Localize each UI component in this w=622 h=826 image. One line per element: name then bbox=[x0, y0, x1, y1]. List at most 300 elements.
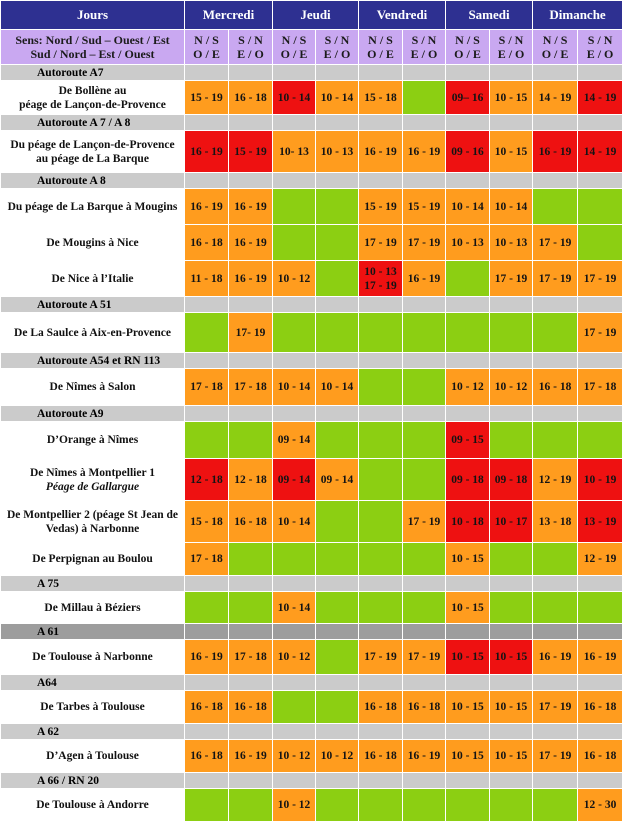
day-header-dimanche: Dimanche bbox=[533, 1, 622, 30]
time-slot-cell: 16 - 18 bbox=[578, 740, 622, 773]
time-slot-cell: 09– 16 bbox=[446, 81, 490, 115]
time-slot-cell: 16 - 19 bbox=[533, 640, 578, 675]
section-title: Autoroute A9 bbox=[1, 406, 185, 422]
table-row bbox=[1, 501, 622, 543]
direction-a: N / S O / E bbox=[533, 30, 578, 65]
route-name bbox=[1, 459, 185, 501]
time-slot-cell bbox=[533, 789, 578, 822]
section-spacer-cell bbox=[490, 724, 533, 740]
section-header-row bbox=[1, 115, 622, 131]
time-slot-cell bbox=[490, 422, 533, 459]
time-slot-cell: 09 - 18 bbox=[490, 459, 533, 501]
route-name-line: au péage de La Barque bbox=[36, 152, 149, 165]
time-slot-cell: 17 - 19 bbox=[578, 261, 622, 297]
direction-b: S / N E / O bbox=[490, 30, 533, 65]
section-spacer-cell bbox=[229, 624, 273, 640]
section-spacer-cell bbox=[359, 624, 403, 640]
time-slot-cell: 10 - 13 bbox=[490, 225, 533, 261]
time-slot-cell: 16 - 18 bbox=[359, 691, 403, 724]
time-slot-cell: 16 - 18 bbox=[185, 691, 229, 724]
direction-b: S / N E / O bbox=[578, 30, 622, 65]
section-spacer-cell bbox=[316, 115, 359, 131]
section-spacer-cell bbox=[316, 173, 359, 189]
section-spacer-cell bbox=[490, 406, 533, 422]
section-spacer-cell bbox=[533, 724, 578, 740]
table-row bbox=[1, 459, 622, 501]
time-slot-cell bbox=[316, 225, 359, 261]
time-slot-cell bbox=[403, 543, 446, 576]
time-slot-cell bbox=[229, 422, 273, 459]
direction-a: N / S O / E bbox=[359, 30, 403, 65]
section-header-row bbox=[1, 773, 622, 789]
time-slot-cell: 10 - 15 bbox=[446, 691, 490, 724]
section-spacer-cell bbox=[229, 675, 273, 691]
time-slot-cell: 17 - 19 bbox=[359, 640, 403, 675]
table-row bbox=[1, 261, 622, 297]
section-spacer-cell bbox=[490, 297, 533, 313]
table-row bbox=[1, 131, 622, 173]
section-spacer-cell bbox=[533, 173, 578, 189]
route-name-line: De Toulouse à Andorre bbox=[36, 799, 149, 811]
day-header-samedi: Samedi bbox=[446, 1, 533, 30]
time-slot-cell: 10 - 12 bbox=[273, 261, 316, 297]
route-name-line: De Montpellier 2 (péage St Jean de bbox=[7, 508, 178, 521]
route-name-line: Du péage de La Barque à Mougins bbox=[7, 200, 178, 213]
section-spacer-cell bbox=[446, 353, 490, 369]
route-name-line: De Toulouse à Narbonne bbox=[32, 651, 153, 663]
time-slot-cell: 12 - 30 bbox=[578, 789, 622, 822]
section-spacer-cell bbox=[446, 406, 490, 422]
time-slot-cell bbox=[229, 543, 273, 576]
section-spacer-cell bbox=[359, 675, 403, 691]
time-slot-cell: 10 - 14 bbox=[273, 369, 316, 406]
time-slot-cell: 09 - 18 bbox=[446, 459, 490, 501]
section-spacer-cell bbox=[229, 115, 273, 131]
days-header-row bbox=[1, 1, 622, 30]
time-slot-cell: 10 - 18 bbox=[446, 501, 490, 543]
route-name bbox=[1, 225, 185, 261]
time-slot-cell bbox=[446, 261, 490, 297]
section-spacer-cell bbox=[490, 353, 533, 369]
time-slot-cell: 17 - 19 bbox=[533, 225, 578, 261]
day-header-mercredi: Mercredi bbox=[185, 1, 273, 30]
time-slot-cell bbox=[316, 640, 359, 675]
section-spacer-cell bbox=[403, 115, 446, 131]
time-slot-cell bbox=[403, 789, 446, 822]
section-spacer-cell bbox=[403, 773, 446, 789]
time-slot-cell: 17 - 19 bbox=[533, 691, 578, 724]
section-spacer-cell bbox=[185, 724, 229, 740]
route-name-line: Vedas) à Narbonne bbox=[45, 522, 140, 535]
route-name-line: Péage de Gallargue bbox=[45, 480, 140, 493]
time-slot-cell bbox=[316, 422, 359, 459]
route-name-line: De Millau à Béziers bbox=[44, 601, 141, 614]
section-spacer-cell bbox=[316, 624, 359, 640]
section-title: Autoroute A54 et RN 113 bbox=[1, 353, 185, 369]
section-spacer-cell bbox=[185, 675, 229, 691]
time-slot-cell bbox=[229, 592, 273, 624]
route-name-line: De Mougins à Nice bbox=[46, 236, 139, 249]
time-slot-cell: 17 - 18 bbox=[185, 543, 229, 576]
section-spacer-cell bbox=[359, 65, 403, 81]
time-slot-cell: 17 - 18 bbox=[229, 640, 273, 675]
section-spacer-cell bbox=[533, 773, 578, 789]
time-slot-cell: 14 - 19 bbox=[578, 131, 622, 173]
time-slot-cell: 10 - 19 bbox=[578, 459, 622, 501]
section-spacer-cell bbox=[446, 173, 490, 189]
section-title: Autoroute A 8 bbox=[1, 173, 185, 189]
time-slot-cell: 16 - 19 bbox=[403, 131, 446, 173]
section-title: A 61 bbox=[1, 624, 185, 640]
time-slot-cell: 16 - 19 bbox=[403, 261, 446, 297]
section-spacer-cell bbox=[273, 65, 316, 81]
time-slot-cell: 10 - 14 bbox=[446, 189, 490, 225]
table-row bbox=[1, 369, 622, 406]
time-slot-cell: 15 - 19 bbox=[359, 189, 403, 225]
route-name-line: De Bollène au bbox=[58, 84, 127, 97]
route-name bbox=[1, 261, 185, 297]
time-slot-cell: 14 - 19 bbox=[578, 81, 622, 115]
time-slot-cell: 16 - 18 bbox=[403, 691, 446, 724]
time-slot-cell: 10 - 14 bbox=[273, 501, 316, 543]
time-slot-cell: 16 - 18 bbox=[578, 691, 622, 724]
route-name-line: D’Agen à Toulouse bbox=[46, 750, 139, 762]
time-slot-cell bbox=[403, 81, 446, 115]
section-title: Autoroute A 7 / A 8 bbox=[1, 115, 185, 131]
time-slot-cell: 16 - 18 bbox=[185, 740, 229, 773]
section-spacer-cell bbox=[316, 576, 359, 592]
time-slot-cell: 15 - 19 bbox=[229, 131, 273, 173]
time-slot-cell: 14 - 19 bbox=[533, 81, 578, 115]
time-slot-cell: 17 - 19 bbox=[403, 225, 446, 261]
route-name-line: Du péage de Lançon-de-Provence bbox=[10, 138, 175, 151]
time-slot-cell: 10 - 14 bbox=[273, 592, 316, 624]
section-spacer-cell bbox=[578, 173, 622, 189]
section-spacer-cell bbox=[273, 724, 316, 740]
time-slot-cell: 12 - 19 bbox=[578, 543, 622, 576]
time-slot-cell bbox=[533, 189, 578, 225]
time-slot-cell bbox=[490, 789, 533, 822]
section-spacer-cell bbox=[229, 576, 273, 592]
time-slot-cell: 16 - 18 bbox=[229, 81, 273, 115]
time-slot-cell bbox=[359, 369, 403, 406]
day-header-vendredi: Vendredi bbox=[359, 1, 446, 30]
section-spacer-cell bbox=[359, 173, 403, 189]
time-slot-cell: 10 - 13 bbox=[446, 225, 490, 261]
section-spacer-cell bbox=[316, 724, 359, 740]
time-slot-cell: 17 - 19 bbox=[578, 313, 622, 353]
section-spacer-cell bbox=[229, 297, 273, 313]
time-slot-cell: 10 - 14 bbox=[316, 369, 359, 406]
route-name-line: péage de Lançon-de-Provence bbox=[19, 98, 166, 111]
route-name bbox=[1, 543, 185, 576]
section-spacer-cell bbox=[229, 406, 273, 422]
section-spacer-cell bbox=[359, 406, 403, 422]
section-spacer-cell bbox=[533, 65, 578, 81]
time-slot-cell: 16 - 18 bbox=[533, 369, 578, 406]
time-slot-cell: 10 - 12 bbox=[316, 740, 359, 773]
section-spacer-cell bbox=[185, 173, 229, 189]
time-slot-cell bbox=[316, 543, 359, 576]
time-slot-cell: 15 - 19 bbox=[185, 81, 229, 115]
time-slot-cell: 10 - 15 bbox=[446, 592, 490, 624]
section-spacer-cell bbox=[446, 773, 490, 789]
route-name bbox=[1, 189, 185, 225]
section-spacer-cell bbox=[578, 297, 622, 313]
direction-a: N / S O / E bbox=[446, 30, 490, 65]
section-spacer-cell bbox=[446, 115, 490, 131]
day-header-jeudi: Jeudi bbox=[273, 1, 359, 30]
section-header-row bbox=[1, 675, 622, 691]
time-slot-cell bbox=[185, 422, 229, 459]
section-header-row bbox=[1, 353, 622, 369]
section-spacer-cell bbox=[185, 297, 229, 313]
route-name bbox=[1, 369, 185, 406]
route-name bbox=[1, 422, 185, 459]
section-title: A 66 / RN 20 bbox=[1, 773, 185, 789]
section-spacer-cell bbox=[229, 173, 273, 189]
time-slot-cell bbox=[359, 422, 403, 459]
jours-header: Jours bbox=[1, 1, 185, 30]
time-slot-cell bbox=[185, 789, 229, 822]
section-spacer-cell bbox=[229, 65, 273, 81]
time-slot-cell: 16 - 19 bbox=[229, 189, 273, 225]
route-name bbox=[1, 789, 185, 822]
sens-line-1: Sens: Nord / Sud – Ouest / Est bbox=[15, 33, 170, 47]
time-slot-cell bbox=[578, 592, 622, 624]
time-slot-cell: 10 - 14 bbox=[316, 81, 359, 115]
time-slot-cell bbox=[316, 261, 359, 297]
time-slot-cell: 09 - 15 bbox=[446, 422, 490, 459]
section-spacer-cell bbox=[533, 576, 578, 592]
time-slot-cell bbox=[533, 592, 578, 624]
route-name bbox=[1, 592, 185, 624]
section-spacer-cell bbox=[403, 724, 446, 740]
time-slot-cell: 15 - 19 bbox=[403, 189, 446, 225]
section-spacer-cell bbox=[533, 406, 578, 422]
time-slot-cell bbox=[403, 422, 446, 459]
section-title: A64 bbox=[1, 675, 185, 691]
time-slot-cell bbox=[316, 691, 359, 724]
section-spacer-cell bbox=[578, 773, 622, 789]
time-slot-cell: 10 - 15 bbox=[490, 81, 533, 115]
time-slot-cell: 17 - 19 bbox=[403, 501, 446, 543]
section-title: Autoroute A7 bbox=[1, 65, 185, 81]
section-spacer-cell bbox=[533, 353, 578, 369]
table-row bbox=[1, 740, 622, 773]
time-slot-cell bbox=[490, 592, 533, 624]
section-spacer-cell bbox=[533, 115, 578, 131]
section-spacer-cell bbox=[578, 115, 622, 131]
section-spacer-cell bbox=[273, 353, 316, 369]
section-spacer-cell bbox=[273, 675, 316, 691]
section-spacer-cell bbox=[578, 724, 622, 740]
time-slot-cell bbox=[359, 501, 403, 543]
time-slot-cell: 17 - 19 bbox=[533, 740, 578, 773]
table-row bbox=[1, 81, 622, 115]
section-title: Autoroute A 51 bbox=[1, 297, 185, 313]
time-slot-cell: 16 - 19 bbox=[359, 131, 403, 173]
section-spacer-cell bbox=[446, 576, 490, 592]
section-spacer-cell bbox=[533, 297, 578, 313]
time-slot-cell: 10 - 15 bbox=[490, 640, 533, 675]
route-name bbox=[1, 740, 185, 773]
section-spacer-cell bbox=[316, 297, 359, 313]
time-slot-cell: 17- 19 bbox=[229, 313, 273, 353]
section-spacer-cell bbox=[185, 65, 229, 81]
section-header-row bbox=[1, 65, 622, 81]
section-header-row bbox=[1, 297, 622, 313]
time-slot-cell bbox=[273, 189, 316, 225]
section-spacer-cell bbox=[446, 297, 490, 313]
time-slot-cell bbox=[359, 313, 403, 353]
section-title: A 62 bbox=[1, 724, 185, 740]
time-slot-cell: 17 - 19 bbox=[403, 640, 446, 675]
time-slot-cell bbox=[359, 261, 403, 297]
route-name bbox=[1, 691, 185, 724]
route-name bbox=[1, 640, 185, 675]
time-slot-cell bbox=[185, 313, 229, 353]
section-spacer-cell bbox=[578, 675, 622, 691]
time-slot-cell bbox=[316, 789, 359, 822]
time-slot-cell: 10 - 13 bbox=[316, 131, 359, 173]
section-header-row bbox=[1, 173, 622, 189]
sens-line-2: Sud / Nord – Est / Ouest bbox=[30, 47, 155, 61]
section-spacer-cell bbox=[578, 406, 622, 422]
time-slot-line: 10 - 13 bbox=[364, 265, 397, 278]
route-name-line: De La Saulce à Aix-en-Provence bbox=[14, 326, 171, 339]
time-slot-cell: 16 - 19 bbox=[403, 740, 446, 773]
time-slot-cell bbox=[490, 543, 533, 576]
table-row bbox=[1, 592, 622, 624]
section-spacer-cell bbox=[490, 173, 533, 189]
section-spacer-cell bbox=[490, 624, 533, 640]
section-spacer-cell bbox=[273, 576, 316, 592]
table-row bbox=[1, 691, 622, 724]
section-spacer-cell bbox=[273, 406, 316, 422]
direction-b: S / N E / O bbox=[403, 30, 446, 65]
time-slot-cell: 12 - 19 bbox=[533, 459, 578, 501]
section-spacer-cell bbox=[533, 675, 578, 691]
time-slot-cell bbox=[446, 313, 490, 353]
time-slot-cell: 10 - 14 bbox=[273, 81, 316, 115]
route-name bbox=[1, 81, 185, 115]
time-slot-cell bbox=[490, 313, 533, 353]
table-row bbox=[1, 313, 622, 353]
section-spacer-cell bbox=[403, 65, 446, 81]
time-slot-cell bbox=[403, 592, 446, 624]
time-slot-cell: 17 - 18 bbox=[229, 369, 273, 406]
time-slot-cell bbox=[446, 789, 490, 822]
time-slot-cell bbox=[316, 592, 359, 624]
direction-header-row bbox=[1, 30, 622, 65]
section-spacer-cell bbox=[273, 624, 316, 640]
section-spacer-cell bbox=[578, 65, 622, 81]
section-spacer-cell bbox=[578, 576, 622, 592]
section-header-row bbox=[1, 724, 622, 740]
time-slot-cell: 10- 13 bbox=[273, 131, 316, 173]
section-spacer-cell bbox=[403, 173, 446, 189]
section-header-row bbox=[1, 406, 622, 422]
time-slot-cell: 17 - 18 bbox=[185, 369, 229, 406]
time-slot-cell: 10 - 15 bbox=[446, 740, 490, 773]
time-slot-cell bbox=[273, 543, 316, 576]
section-spacer-cell bbox=[403, 675, 446, 691]
time-slot-cell bbox=[403, 313, 446, 353]
section-spacer-cell bbox=[273, 173, 316, 189]
route-name-line: De Nice à l’Italie bbox=[51, 272, 134, 285]
time-slot-cell bbox=[273, 691, 316, 724]
time-slot-cell bbox=[316, 313, 359, 353]
time-slot-cell: 17 - 19 bbox=[359, 225, 403, 261]
time-slot-cell: 17 - 19 bbox=[490, 261, 533, 297]
section-spacer-cell bbox=[316, 65, 359, 81]
time-slot-cell: 16 - 18 bbox=[359, 740, 403, 773]
section-spacer-cell bbox=[273, 115, 316, 131]
time-slot-cell bbox=[359, 543, 403, 576]
time-slot-cell: 09 - 16 bbox=[446, 131, 490, 173]
section-spacer-cell bbox=[185, 353, 229, 369]
section-spacer-cell bbox=[185, 576, 229, 592]
time-slot-cell: 09 - 14 bbox=[316, 459, 359, 501]
section-spacer-cell bbox=[403, 576, 446, 592]
time-slot-cell: 10 - 12 bbox=[273, 789, 316, 822]
time-slot-cell: 10 - 12 bbox=[273, 740, 316, 773]
time-slot-cell: 10 - 15 bbox=[490, 131, 533, 173]
table-row bbox=[1, 789, 622, 822]
time-slot-cell: 16 - 19 bbox=[185, 131, 229, 173]
time-slot-cell bbox=[359, 592, 403, 624]
time-slot-cell: 10 - 12 bbox=[490, 369, 533, 406]
time-slot-cell bbox=[229, 789, 273, 822]
time-slot-cell bbox=[533, 422, 578, 459]
time-slot-cell bbox=[185, 592, 229, 624]
route-name-line: De Nîmes à Salon bbox=[49, 381, 136, 393]
time-slot-cell: 10 - 14 bbox=[490, 189, 533, 225]
section-spacer-cell bbox=[316, 675, 359, 691]
time-slot-cell: 16 - 19 bbox=[229, 225, 273, 261]
section-spacer-cell bbox=[185, 406, 229, 422]
time-slot-cell bbox=[359, 459, 403, 501]
time-slot-cell: 10 - 15 bbox=[490, 740, 533, 773]
direction-a: N / S O / E bbox=[273, 30, 316, 65]
section-spacer-cell bbox=[316, 406, 359, 422]
time-slot-cell: 13 - 19 bbox=[578, 501, 622, 543]
time-slot-cell: 16 - 19 bbox=[229, 740, 273, 773]
time-slot-cell bbox=[533, 543, 578, 576]
time-slot-cell: 13 - 18 bbox=[533, 501, 578, 543]
section-spacer-cell bbox=[490, 65, 533, 81]
section-spacer-cell bbox=[316, 353, 359, 369]
section-spacer-cell bbox=[578, 353, 622, 369]
time-slot-cell: 16 - 19 bbox=[533, 131, 578, 173]
section-header-row bbox=[1, 576, 622, 592]
time-slot-cell bbox=[359, 789, 403, 822]
section-spacer-cell bbox=[316, 773, 359, 789]
time-slot-cell: 09 - 14 bbox=[273, 459, 316, 501]
time-slot-cell: 10 - 15 bbox=[446, 640, 490, 675]
time-slot-cell bbox=[316, 501, 359, 543]
section-spacer-cell bbox=[403, 297, 446, 313]
section-spacer-cell bbox=[359, 115, 403, 131]
section-spacer-cell bbox=[185, 624, 229, 640]
section-spacer-cell bbox=[359, 353, 403, 369]
route-name bbox=[1, 501, 185, 543]
section-title: A 75 bbox=[1, 576, 185, 592]
section-spacer-cell bbox=[446, 65, 490, 81]
time-slot-cell: 16 - 19 bbox=[229, 261, 273, 297]
table-row bbox=[1, 640, 622, 675]
